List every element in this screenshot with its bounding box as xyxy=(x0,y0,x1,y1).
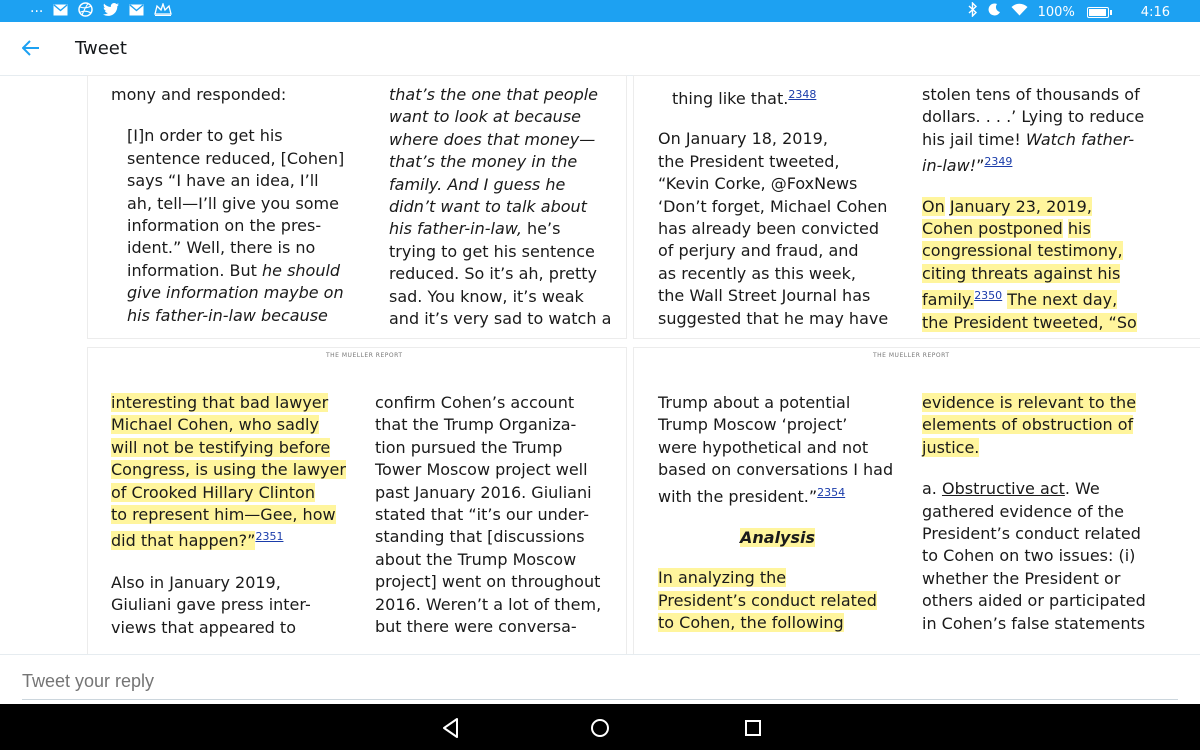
crown-icon xyxy=(154,3,172,21)
text-block: Also in January 2019, Giuliani gave press inter- views that appeared to xyxy=(111,572,311,637)
text-column xyxy=(111,392,356,639)
reply-underline xyxy=(22,699,1178,700)
moon-icon xyxy=(988,3,1001,21)
text-block: interesting that bad lawyer Michael Cohen, who sadly will not be testifying before Congress, is using the lawyer of Crooked Hillary Clinton to represent him—Gee, how did that happen?”$^{2351}$ xyxy=(111,393,346,551)
back-arrow-icon[interactable] xyxy=(22,34,46,62)
tweet-image[interactable] xyxy=(0,76,1200,654)
footnote-link[interactable]: 2348 xyxy=(788,88,817,101)
running-head: THE MUELLER REPORT xyxy=(873,352,950,359)
reply-input[interactable] xyxy=(22,671,1172,692)
status-time: 4:16 xyxy=(1140,4,1170,20)
running-head: THE MUELLER REPORT xyxy=(326,352,403,359)
text-block: In analyzing the President’s conduct related to Cohen, the following xyxy=(658,568,877,633)
bluetooth-icon xyxy=(968,2,978,22)
text-column xyxy=(658,392,898,635)
text-block: On January 23, 2019, Cohen postponed his congressional testimony, citing threats against his family.$^{2350}$ The next day, the President tweeted, “So xyxy=(922,196,1137,332)
reply-bar xyxy=(0,654,1200,704)
battery-percent: 100% xyxy=(1037,4,1075,20)
text-block: confirm Cohen’s account that the Trump Organiza- tion pursued the Trump Tower Moscow project well past January 2016. Giuliani stated that “it’s our under- standing that [discussions about the Trump Moscow project] went on throughout 2016. Weren’t a lot of them, but there were conversa- xyxy=(375,393,602,637)
mail-icon xyxy=(53,3,68,21)
app-header xyxy=(0,22,1200,76)
nav-home-icon[interactable] xyxy=(587,715,613,741)
twitter-icon xyxy=(103,3,119,21)
footnote-link[interactable]: 2349 xyxy=(984,155,1013,169)
wifi-icon xyxy=(1011,3,1028,21)
navigation-bar xyxy=(0,704,1200,750)
section-heading: Analysis xyxy=(740,528,816,548)
text-line: thing like that.$^{2348}$ xyxy=(672,88,817,108)
text-block: On January 18, 2019, the President tweeted, “Kevin Corke, @FoxNews ‘Don’t forget, Michael Cohen has already been convicted of perjury and fraud, and as recently as this week, the Wall Street Journal has suggested that he may have xyxy=(658,129,889,328)
dribbble-icon xyxy=(78,2,93,22)
text-block: that’s the one that people want to look at because where does that money— that’s the money in the family. And I guess he didn’t want to talk about his father-in-law, he’s trying to get his sentence reduced. So it’s ah, pretty sad. You know, it’s weak and it’s very sad to watch a xyxy=(389,85,612,329)
text-column xyxy=(922,84,1172,334)
text-column xyxy=(111,84,351,327)
text-line: mony and responded: xyxy=(111,85,287,104)
text-column xyxy=(658,84,898,330)
more-icon: ··· xyxy=(30,4,44,20)
footnote-link[interactable]: 2350 xyxy=(974,289,1003,303)
mail-icon xyxy=(129,3,144,21)
text-block: Trump about a potential Trump Moscow ‘project’ were hypothetical and not based on conversations I had with the president.”$^{2354}$ xyxy=(658,393,894,506)
page-title: Tweet xyxy=(75,38,127,59)
text-block: [I]n order to get his sentence reduced, [Cohen] says “I have an idea, I’ll ah, tell—I’ll give you some information on the pres- ident.” Well, there is no information. But he should give information maybe on his father-in-law because xyxy=(127,126,345,325)
footnote-link[interactable]: 2351 xyxy=(255,530,284,544)
text-block: a. Obstructive act. We gathered evidence of the President’s conduct related to Cohen on two issues: (i) whether the President or others aided or participated in Cohen’s false statements xyxy=(922,479,1146,633)
battery-icon xyxy=(1087,7,1109,18)
text-block: stolen tens of thousands of dollars. . . .’ Lying to reduce his jail time! Watch father- in-law!”$^{2349}$ xyxy=(922,85,1145,176)
text-column xyxy=(922,392,1172,635)
footnote-link[interactable]: 2354 xyxy=(817,485,846,499)
nav-recent-apps-icon[interactable] xyxy=(740,715,766,741)
nav-back-icon[interactable] xyxy=(438,715,464,741)
status-bar xyxy=(0,0,1200,22)
text-column xyxy=(389,84,629,330)
text-block: evidence is relevant to the elements of obstruction of justice. xyxy=(922,393,1137,457)
text-column xyxy=(375,392,615,638)
